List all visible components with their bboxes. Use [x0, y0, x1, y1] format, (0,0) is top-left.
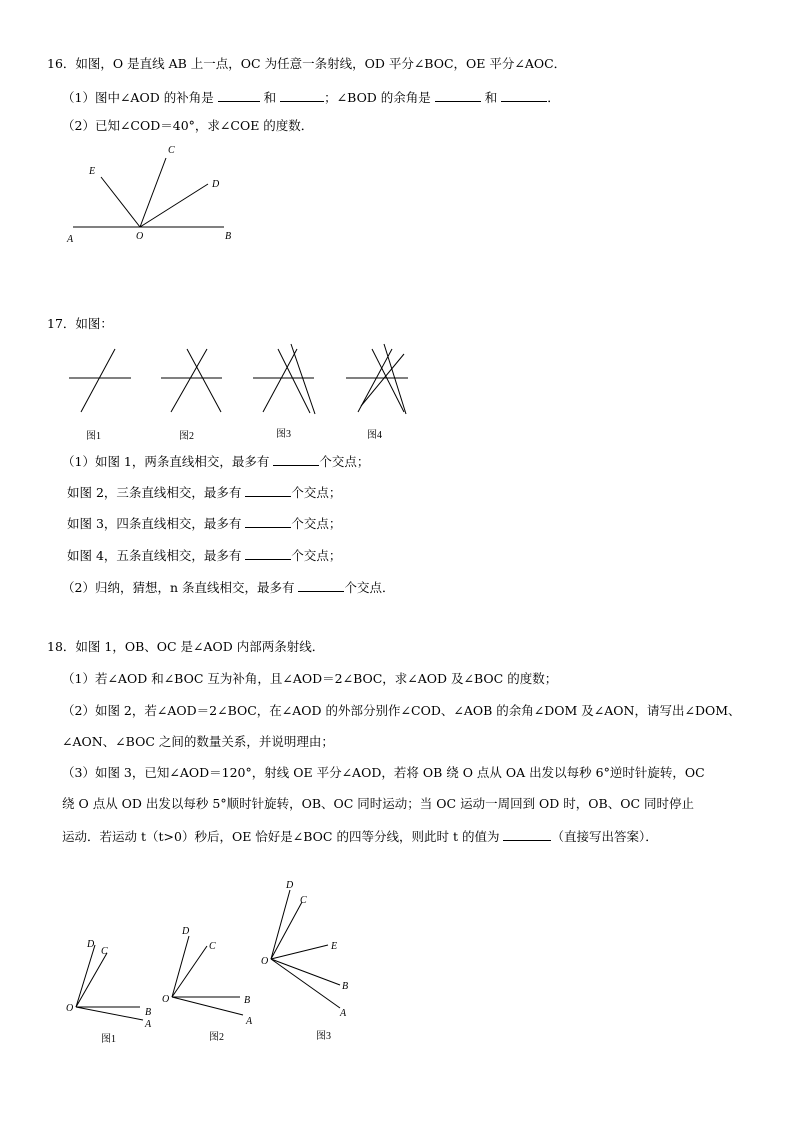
q17-line-1: [62, 452, 369, 470]
q18-fig3-ray-oe: [271, 945, 328, 959]
q18-fig2-label-b: B: [244, 995, 251, 1006]
q17-line-1-text-b: 个交点；: [319, 454, 370, 469]
q17-line-4-text-a: 如图 4，五条直线相交，最多有: [67, 548, 242, 563]
q16-label-c: C: [168, 145, 175, 156]
q17-line-5-text-b: 个交点．: [344, 580, 395, 595]
q18-part2-line-1: （2）如图 2，若∠AOD＝2∠BOC，在∠AOD 的外部分别作∠COD、∠AOB 的余角∠DOM 及∠AON，请写出∠DOM、: [62, 703, 741, 718]
q18-fig3-ray-ob: [271, 959, 340, 985]
q17-caption-2: 图2: [179, 431, 194, 442]
q18-fig1-label-b: B: [145, 1007, 152, 1018]
q17-line-2-text-a: 如图 2，三条直线相交，最多有: [67, 485, 242, 500]
q17-fig1: [69, 349, 131, 412]
q18-part3-line-3: [62, 827, 658, 845]
q18-part3-line-2: 绕 O 点从 OD 出发以每秒 5°顺时针旋转，OB、OC 同时运动；当 OC 运动一周回到 OD 时，OB、OC 同时停止: [62, 796, 695, 811]
q17-fig3: [253, 344, 315, 414]
q17-line-3-text-b: 个交点；: [291, 516, 342, 531]
q17-fig3-line-3: [278, 349, 310, 413]
q17-stem: 17．如图：: [47, 316, 113, 331]
q18-fig3: [261, 880, 348, 1019]
q17-blank-1[interactable]: [273, 452, 319, 466]
q18-fig2: [162, 926, 253, 1027]
q18-fig1: [66, 939, 152, 1030]
q17-fig4-line-3: [372, 349, 404, 412]
q18-caption-3: 图3: [316, 1031, 331, 1042]
q18-fig3-label-a: A: [340, 1008, 347, 1019]
q17-fig2-line-2: [171, 349, 207, 412]
q16-part2: （2）已知∠COD＝40°，求∠COE 的度数．: [62, 118, 314, 133]
q18-fig2-ray-od: [172, 936, 189, 997]
q16-label-b: B: [225, 231, 232, 242]
q18-fig1-ray-oa: [76, 1007, 143, 1020]
q18-caption-1: 图1: [101, 1034, 116, 1045]
q17-blank-3[interactable]: [245, 514, 291, 528]
q18-blank-1[interactable]: [503, 827, 551, 841]
q18-fig3-label-o: O: [261, 956, 269, 967]
q16-label-e: E: [89, 166, 96, 177]
q17-line-1-text-a: （1）如图 1，两条直线相交，最多有: [62, 454, 270, 469]
q17-line-5-text-a: （2）归纳，猜想，n 条直线相交，最多有: [62, 580, 295, 595]
q16-ray-oe: [101, 177, 140, 227]
q18-part3-line-1: （3）如图 3，已知∠AOD＝120°，射线 OE 平分∠AOD，若将 OB 绕 O 点从 OA 出发以每秒 6°逆时针旋转，OC: [62, 765, 705, 780]
q17-caption-4: 图4: [367, 430, 382, 441]
q18-fig3-label-d: D: [286, 880, 294, 891]
q17-fig3-line-4: [291, 344, 315, 414]
q18-fig3-ray-od: [271, 890, 290, 959]
q17-line-4-text-b: 个交点；: [291, 548, 342, 563]
q17-fig1-line-2: [81, 349, 115, 412]
q18-part3-line-3-text-b: （直接写出答案）．: [551, 829, 658, 844]
q18-fig1-label-d: D: [87, 939, 95, 950]
q17-blank-5[interactable]: [298, 578, 344, 592]
q18-fig1-ray-od: [76, 945, 95, 1007]
q16-label-d: D: [212, 179, 220, 190]
q18-figures: [0, 870, 794, 1060]
q17-fig4: [346, 344, 408, 414]
q16-part1-text-d: 和: [484, 90, 498, 105]
q18-fig2-ray-oa: [172, 997, 243, 1015]
q16-figure: [0, 0, 794, 260]
q16-ray-oc: [140, 158, 166, 227]
q18-fig1-label-a: A: [145, 1019, 152, 1030]
q17-caption-1: 图1: [86, 431, 101, 442]
q18-fig2-label-o: O: [162, 994, 170, 1005]
q18-fig2-label-d: D: [182, 926, 190, 937]
q18-part3-line-3-text-a: 运动．若运动 t（t>0）秒后，OE 恰好是∠BOC 的四等分线，则此时 t 的值为: [62, 829, 500, 844]
q17-figures: [0, 330, 794, 450]
q17-fig2: [161, 349, 222, 412]
q18-fig3-ray-oa: [271, 959, 340, 1008]
q18-caption-2: 图2: [209, 1032, 224, 1043]
q16-part1-text-e: ．: [547, 90, 560, 105]
q18-stem: 18．如图 1，OB、OC 是∠AOD 内部两条射线．: [47, 639, 325, 654]
q18-fig1-label-c: C: [101, 946, 108, 957]
q17-line-2: [67, 483, 341, 501]
q17-line-3-text-a: 如图 3，四条直线相交，最多有: [67, 516, 242, 531]
q18-part1: （1）若∠AOD 和∠BOC 互为补角，且∠AOD＝2∠BOC，求∠AOD 及∠BOC 的度数；: [62, 671, 558, 686]
q17-caption-3: 图3: [276, 429, 291, 440]
q16-label-a: A: [67, 234, 74, 245]
q16-part1-text-c: ；∠BOD 的余角是: [324, 90, 431, 105]
q17-blank-2[interactable]: [245, 483, 291, 497]
q17-fig2-line-3: [187, 349, 221, 412]
q16-stem-text: O 是直线 AB 上一点，OC 为任意一条射线，OD 平分∠BOC，OE 平分∠AOC．: [112, 56, 567, 71]
q17-fig3-line-2: [263, 349, 297, 412]
q16-number: 16．如图，: [47, 56, 113, 71]
q17-blank-4[interactable]: [245, 546, 291, 560]
q17-fig4-line-2: [358, 349, 392, 412]
q18-fig3-label-b: B: [342, 981, 349, 992]
q18-fig1-label-o: O: [66, 1003, 74, 1014]
q16-ray-od: [140, 184, 208, 227]
q18-fig3-label-c: C: [300, 895, 307, 906]
q18-fig2-ray-oc: [172, 946, 207, 997]
q18-fig2-label-a: A: [246, 1016, 253, 1027]
q17-line-2-text-b: 个交点；: [291, 485, 342, 500]
q17-line-5: [62, 578, 394, 596]
q16-label-o: O: [136, 231, 144, 242]
q17-line-3: [67, 514, 341, 532]
q18-fig3-ray-oc: [271, 902, 302, 959]
q18-part2-line-2: ∠AON、∠BOC 之间的数量关系，并说明理由；: [62, 734, 334, 749]
q16-part1-text-a: （1）图中∠AOD 的补角是: [62, 90, 214, 105]
q18-fig3-label-e: E: [331, 941, 338, 952]
q17-line-4: [67, 546, 341, 564]
q18-fig1-ray-oc: [76, 953, 107, 1007]
q16-part1-text-b: 和: [263, 90, 277, 105]
q18-fig2-label-c: C: [209, 941, 216, 952]
